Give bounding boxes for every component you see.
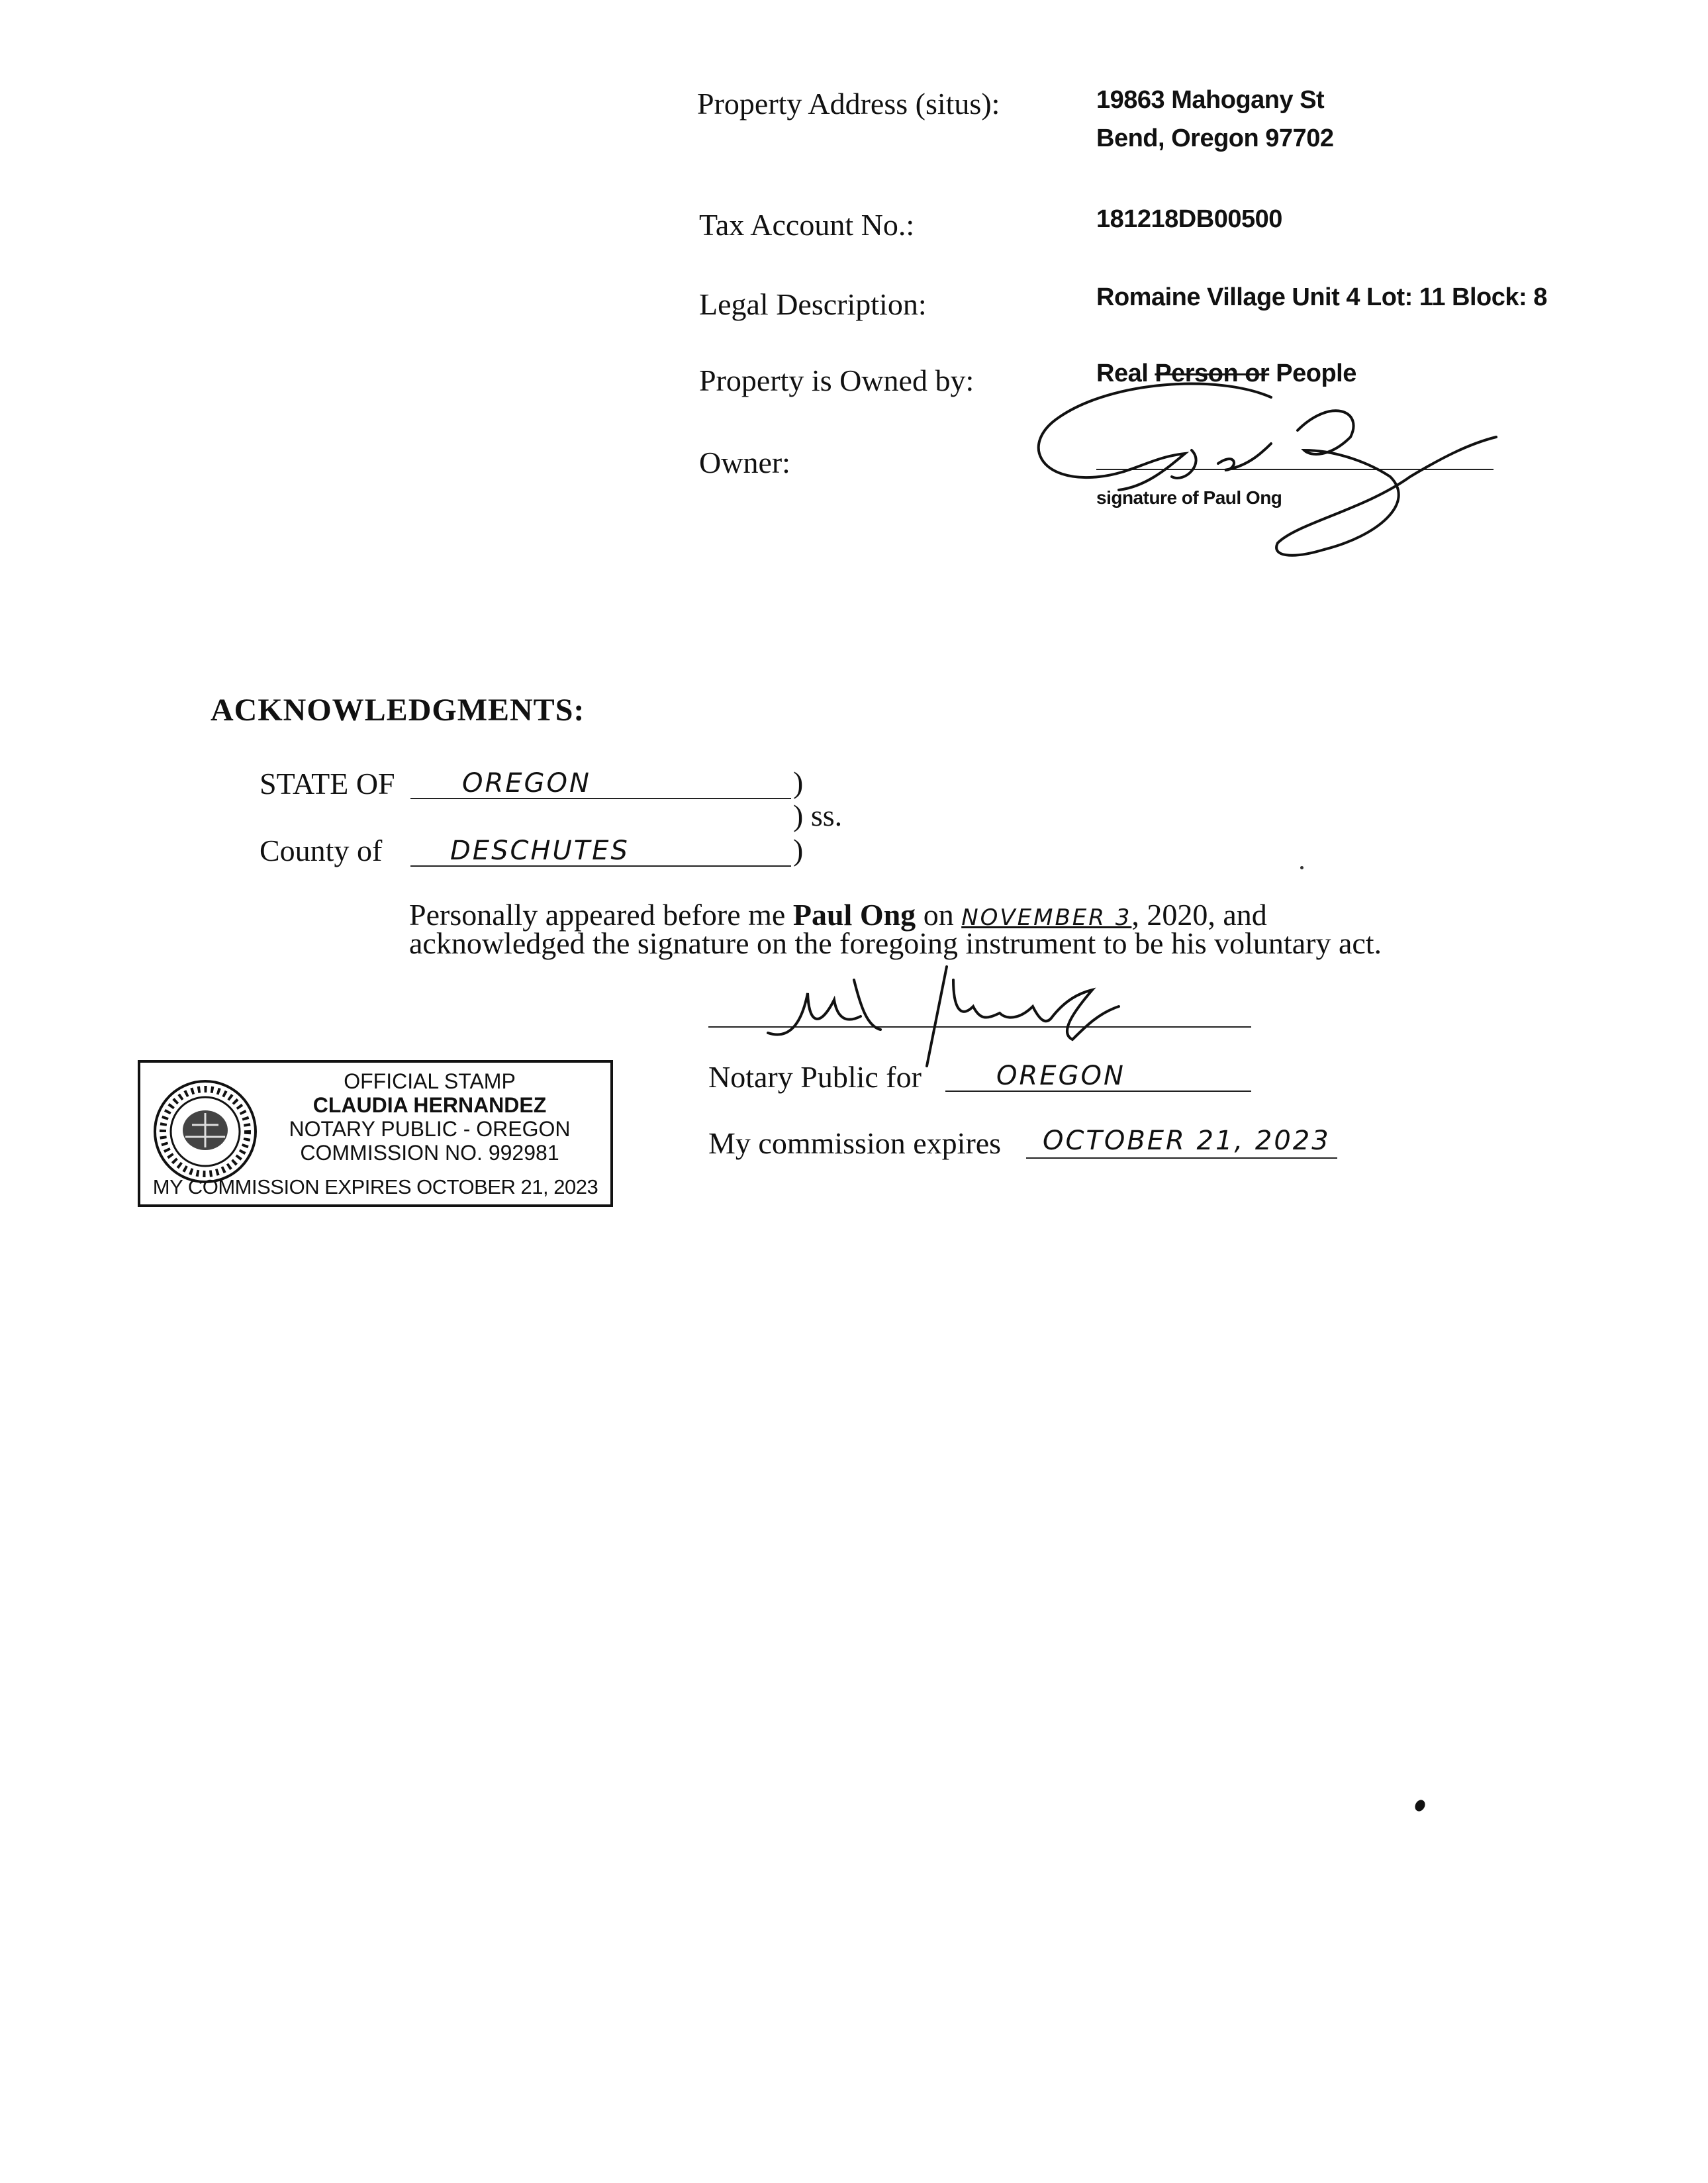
owned-by-prefix: Real: [1096, 360, 1155, 387]
acknowledgments-heading: ACKNOWLEDGMENTS:: [211, 693, 585, 728]
stamp-line3: NOTARY PUBLIC - OREGON: [289, 1117, 571, 1141]
acknowledgment-line2: acknowledged the signature on the foregoing instrument to be his voluntary act.: [409, 926, 1382, 960]
commission-label: My commission expires: [708, 1126, 1002, 1160]
commission-line: [1026, 1157, 1337, 1159]
paren-ss: ) ss.: [793, 799, 843, 832]
state-label: STATE OF: [260, 767, 395, 800]
ack-text-1: Personally appeared before me: [409, 898, 793, 932]
state-seal-icon: [152, 1079, 258, 1185]
owner-signature: [1020, 371, 1496, 589]
owned-by-suffix: People: [1269, 360, 1356, 387]
address-label: Property Address (situs):: [697, 87, 1000, 121]
address-line2: Bend, Oregon 97702: [1096, 124, 1334, 152]
official-stamp: [138, 1060, 613, 1207]
owner-signature-caption: signature of Paul Ong: [1096, 487, 1282, 508]
stamp-line4: COMMISSION NO. 992981: [300, 1141, 559, 1165]
scan-speck-2: [1300, 866, 1304, 869]
scan-speck: [1413, 1798, 1427, 1814]
state-value: OREGON: [462, 768, 591, 799]
owned-by-label: Property is Owned by:: [699, 364, 974, 397]
stamp-line1: OFFICIAL STAMP: [344, 1069, 516, 1093]
notary-label: Notary Public for: [708, 1060, 922, 1094]
owner-label: Owner:: [699, 446, 790, 479]
tax-account-label: Tax Account No.:: [699, 208, 915, 242]
legal-description-label: Legal Description:: [699, 287, 927, 321]
paren-3: ): [793, 833, 804, 867]
ack-text-2: on: [916, 898, 962, 932]
legal-description-value: Romaine Village Unit 4 Lot: 11 Block: 8: [1096, 283, 1547, 311]
ack-date: NOVEMBER 3: [961, 904, 1132, 931]
ack-text-3: , 2020, and: [1131, 898, 1267, 932]
county-label: County of: [260, 834, 383, 867]
ack-name: Paul Ong: [792, 898, 916, 932]
stamp-line5: MY COMMISSION EXPIRES OCTOBER 21, 2023: [152, 1175, 598, 1198]
county-value: DESCHUTES: [450, 836, 630, 866]
notary-signature: [761, 953, 1132, 1073]
notary-value: OREGON: [996, 1061, 1125, 1091]
tax-account-value: 181218DB00500: [1096, 205, 1282, 233]
address-line1: 19863 Mahogany St: [1096, 86, 1325, 114]
paren-1: ): [793, 765, 804, 799]
stamp-line2: CLAUDIA HERNANDEZ: [312, 1093, 547, 1117]
commission-value: OCTOBER 21, 2023: [1043, 1126, 1331, 1156]
owned-by-struck: Person or: [1155, 360, 1270, 387]
